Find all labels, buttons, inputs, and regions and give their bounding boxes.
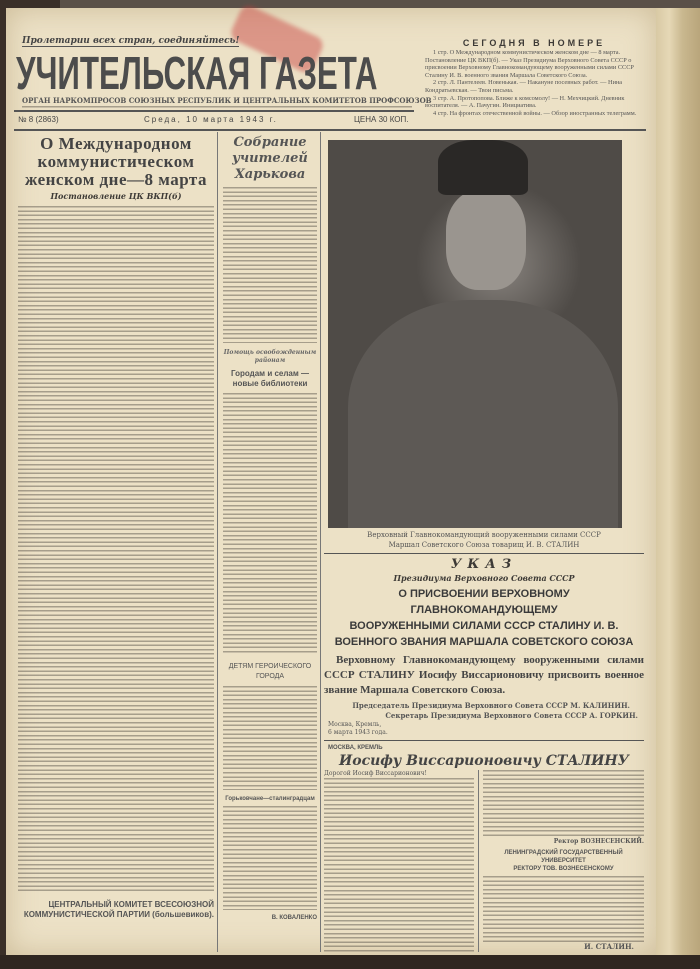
divider (14, 129, 646, 131)
meeting-title: Собрание учителей Харькова (232, 135, 308, 182)
letter-greeting: Дорогой Иосиф Виссарионович! (324, 770, 427, 777)
lead-subtitle: Постановление ЦК ВКП(б) (50, 191, 182, 201)
divider (324, 740, 644, 741)
issue-number: № 8 (2863) (18, 115, 59, 124)
ukaz-secretary: Секретарь Президиума Верховного Совета СССР А. ГОРКИН. (385, 711, 638, 720)
organ-line: ОРГАН НАРКОМПРОСОВ СОЮЗНЫХ РЕСПУБЛИК И ЦЕНТРАЛЬНЫХ КОМИТЕТОВ ПРОФСОЮЗОВ (22, 96, 432, 105)
today-in-issue (425, 38, 643, 117)
ukaz-title (324, 586, 644, 650)
libraries-title: Городам и селам — новые библиотеки (230, 369, 310, 389)
reply-title (483, 849, 644, 873)
letter-body-continued (483, 770, 644, 837)
gorky-title: Горьковчане—сталинградцам (225, 795, 315, 802)
ukaz-place: Москва, Кремль, (328, 721, 382, 728)
caption-line: Маршал Советского Союза товарищ И. В. СТАЛИН (388, 541, 580, 549)
rubric: Помощь освобожденным районам (223, 349, 317, 365)
divider (324, 553, 644, 554)
reply-body (483, 876, 644, 943)
middle-column (223, 135, 317, 950)
lead-article (18, 135, 214, 950)
reply-title-line: ЛЕНИНГРАДСКИЙ ГОСУДАРСТВЕННЫЙ УНИВЕРСИТЕТ (504, 849, 623, 864)
gorky-body (223, 806, 317, 910)
issue-bar (14, 113, 414, 128)
ukaz-chair: Председатель Президиума Верховного Совета СССР М. КАЛИНИН. (352, 701, 630, 710)
letter-body (324, 778, 474, 952)
portrait-photo (328, 140, 622, 528)
newspaper-title: УЧИТЕЛЬСКАЯ ГАЗЕТА (16, 47, 378, 99)
today-item: 1 стр. О Международном коммунистическом женском дне — 8 марта. Постановление ЦК ВКП(б). — Указ Президиума Верховного Совета СССР о присвоении Верховному Главнокомандующему вооруженными силами СССР Сталину И. В. военного звания Маршала Советского Союза. (425, 49, 634, 79)
column-rule (320, 132, 321, 952)
ukaz-date: 6 марта 1943 года. (328, 729, 388, 736)
lead-signature: ЦЕНТРАЛЬНЫЙ КОМИТЕТ ВСЕСОЮЗНОЙ КОММУНИСТИЧЕСКОЙ ПАРТИИ (большевиков). (23, 900, 214, 919)
meeting-body (223, 187, 317, 343)
letter-title: Иосифу Виссарионовичу СТАЛИНУ (339, 753, 629, 769)
ukaz-title-line: ВОЕННОГО ЗВАНИЯ МАРШАЛА СОВЕТСКОГО СОЮЗА (334, 636, 634, 648)
page-bottom-edge (0, 955, 700, 969)
column-rule (478, 770, 479, 952)
caption-line: Верховный Главнокомандующий вооруженными силами СССР (367, 531, 601, 539)
photo-caption (324, 530, 644, 550)
ukaz-title-line: О ПРИСВОЕНИИ ВЕРХОВНОМУ ГЛАВНОКОМАНДУЮЩЕМУ (398, 588, 570, 616)
today-item: 4 стр. На фронтах отечественной войны. — Обзор иностранных телеграмм. (433, 109, 637, 117)
reply-signer: И. СТАЛИН. (584, 942, 634, 951)
price: ЦЕНА 30 КОП. (354, 115, 409, 124)
author: В. КОВАЛЕНКО (271, 915, 317, 922)
ukaz-text: Верховному Главнокомандующему вооруженными силами СССР СТАЛИНУ Иосифу Виссарионовичу присвоить военное звание Маршала Советского Союза. (324, 654, 644, 696)
lead-title: О Международном коммунистическом женском дне—8 марта (24, 134, 207, 189)
children-body (223, 686, 317, 790)
column-rule (217, 132, 218, 952)
ukaz-issuer: Президиума Верховного Совета СССР (393, 573, 575, 583)
right-column (324, 530, 644, 952)
children-title: ДЕТЯМ ГЕРОИЧЕСКОГО ГОРОДА (228, 662, 312, 680)
letter-left (324, 770, 474, 952)
today-item: 2 стр. Л. Пантелеев. Новенькая. — Накануне посевных работ. — Нина Кондратьевская. — Твои письма. (425, 79, 623, 94)
letter-columns (324, 770, 644, 952)
today-heading: СЕГОДНЯ В НОМЕРЕ (462, 38, 606, 48)
divider (14, 110, 414, 112)
issue-date: Среда, 10 марта 1943 г. (144, 115, 278, 124)
lead-body (18, 206, 214, 894)
motto: Пролетарии всех стран, соединяйтесь! (22, 36, 240, 46)
libraries-body (223, 393, 317, 653)
ukaz-heading: УКАЗ (450, 557, 518, 572)
letter-dateline: МОСКВА, КРЕМЛЬ (328, 745, 383, 751)
letter-right (483, 770, 644, 952)
letter-signer: Ректор ВОЗНЕСЕНСКИЙ. (553, 837, 644, 845)
binding-edge (656, 8, 700, 955)
today-item: 3 стр. А. Протопопова. Ближе к комсомолу! — Н. Мехчицкий. Дневник воспитателя. — А. Пачугин. Инициатива. (425, 94, 625, 110)
reply-title-line: РЕКТОРУ ТОВ. ВОЗНЕСЕНСКОМУ (513, 865, 614, 872)
ukaz-title-line: ВООРУЖЕННЫМИ СИЛАМИ СССР СТАЛИНУ И. В. (349, 620, 619, 632)
